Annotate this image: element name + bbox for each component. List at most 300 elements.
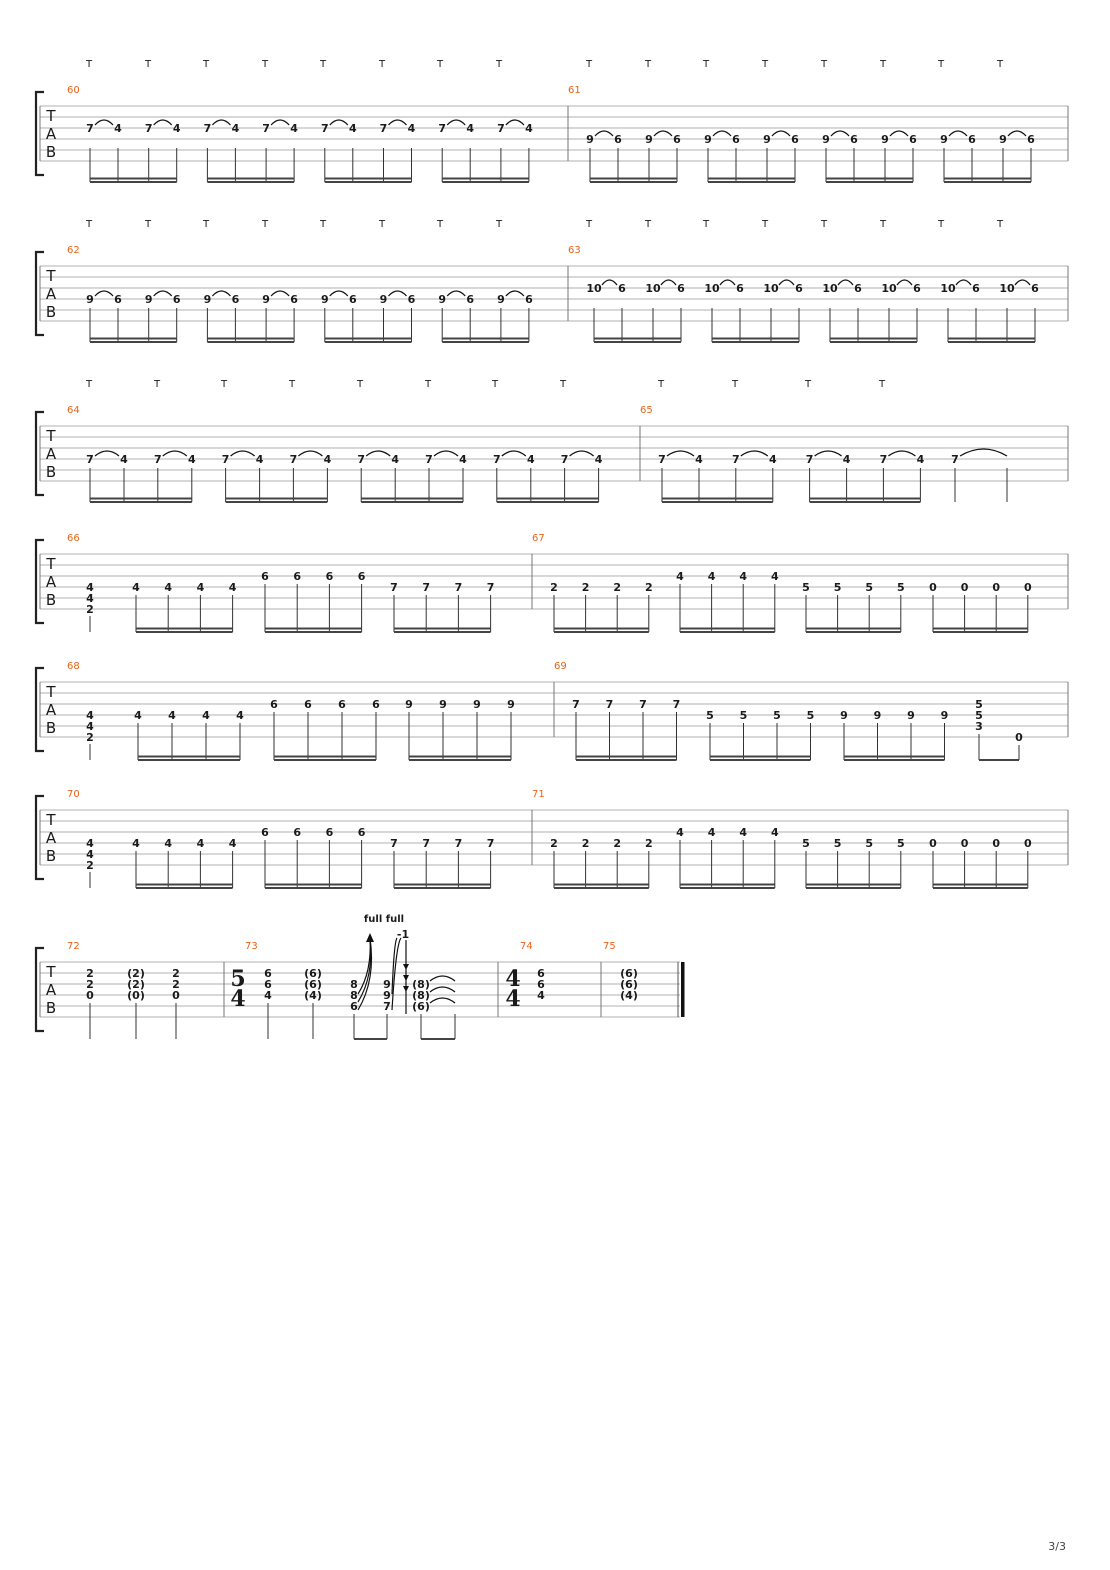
fret-number: 10 <box>763 282 779 295</box>
fret-number: 6 <box>338 698 346 711</box>
tab-clef-t: T <box>46 427 56 445</box>
slur-arc <box>330 291 348 296</box>
tap-mark: T <box>585 219 593 230</box>
fret-number: 2 <box>550 837 558 850</box>
fret-number: 4 <box>86 581 94 594</box>
tab-clef-t: T <box>46 267 56 285</box>
fret-number: 6 <box>850 133 858 146</box>
fret-number: 0 <box>960 837 969 850</box>
measure-number: 67 <box>532 533 545 544</box>
fret-number: 9 <box>645 133 653 146</box>
slur-arc <box>430 987 455 992</box>
fret-number: 2 <box>86 859 94 872</box>
fret-number: 5 <box>802 581 810 594</box>
fret-number: 4 <box>255 453 264 466</box>
slur-arc <box>838 280 853 285</box>
slur-arc <box>1015 280 1030 285</box>
slur-arc <box>720 280 735 285</box>
fret-number: 4 <box>236 709 244 722</box>
release-arrowhead <box>403 975 409 981</box>
fret-number: 4 <box>525 122 533 135</box>
measure-number: 74 <box>520 941 533 952</box>
fret-number: 4 <box>196 837 205 850</box>
tap-mark: T <box>879 219 887 230</box>
slur-arc <box>430 976 455 981</box>
tap-mark: T <box>153 379 161 390</box>
fret-number: 5 <box>975 709 983 722</box>
fret-number: 7 <box>357 453 366 466</box>
fret-number: 6 <box>325 570 334 583</box>
fret-number: 4 <box>459 453 467 466</box>
measure-number: 63 <box>568 245 581 256</box>
fret-number: 7 <box>492 453 501 466</box>
fret-number: 4 <box>348 122 357 135</box>
fret-number: 0 <box>1015 731 1023 744</box>
tap-mark: T <box>85 379 93 390</box>
time-signature-bottom: 4 <box>505 986 521 1012</box>
fret-number: (4) <box>304 989 322 1002</box>
slur-arc <box>95 451 119 456</box>
tap-mark: T <box>702 59 710 70</box>
slur-arc <box>897 280 912 285</box>
fret-number: 6 <box>525 293 533 306</box>
slur-arc <box>595 131 613 136</box>
tab-clef-b: B <box>45 143 57 161</box>
fret-number: 7 <box>672 698 681 711</box>
fret-number: 7 <box>731 453 740 466</box>
fret-number: 7 <box>221 453 230 466</box>
fret-number: 4 <box>187 453 196 466</box>
fret-number: (6) <box>304 967 322 980</box>
fret-number: 10 <box>881 282 897 295</box>
tap-mark: T <box>657 379 665 390</box>
tab-clef-t: T <box>46 555 56 573</box>
fret-number: 6 <box>304 698 312 711</box>
fret-number: 7 <box>454 581 463 594</box>
tap-mark: T <box>436 59 444 70</box>
slur-arc <box>389 291 407 296</box>
fret-number: 5 <box>739 709 748 722</box>
fret-number: 9 <box>320 293 329 306</box>
tap-mark: T <box>937 59 945 70</box>
fret-number: 4 <box>132 837 140 850</box>
fret-number: 2 <box>613 837 622 850</box>
fret-number: 0 <box>86 989 94 1002</box>
measure-number: 69 <box>554 661 567 672</box>
fret-number: 5 <box>833 837 842 850</box>
tap-mark: T <box>202 59 210 70</box>
fret-number: (2) <box>127 967 145 980</box>
fret-number: 6 <box>293 826 302 839</box>
fret-number: 8 <box>350 978 358 991</box>
fret-number: (6) <box>620 978 638 991</box>
tap-mark: T <box>996 219 1004 230</box>
tab-clef-b: B <box>45 463 57 481</box>
tap-mark: T <box>820 59 828 70</box>
fret-number: 6 <box>325 826 334 839</box>
fret-number: 6 <box>1027 133 1035 146</box>
fret-number: (4) <box>620 989 638 1002</box>
fret-number: 7 <box>390 837 398 850</box>
measure-number: 60 <box>67 85 80 96</box>
slur-arc <box>741 451 768 456</box>
fret-number: 4 <box>120 453 128 466</box>
measure-number: 75 <box>603 941 616 952</box>
fret-number: 2 <box>613 581 622 594</box>
tab-clef-t: T <box>46 963 56 981</box>
fret-number: 6 <box>968 133 976 146</box>
fret-number: 5 <box>773 709 781 722</box>
bend-arrow <box>392 938 397 994</box>
fret-number: 7 <box>879 453 888 466</box>
fret-number: 4 <box>114 122 122 135</box>
fret-number: 6 <box>909 133 917 146</box>
tap-mark: T <box>85 59 93 70</box>
slur-arc <box>713 131 731 136</box>
release-arrowhead <box>403 964 409 970</box>
fret-number: 6 <box>357 826 366 839</box>
fret-number: (6) <box>304 978 322 991</box>
fret-number: 10 <box>940 282 956 295</box>
tap-mark: T <box>820 219 828 230</box>
fret-number: 7 <box>203 122 212 135</box>
fret-number: 9 <box>144 293 153 306</box>
fret-number: 4 <box>676 826 684 839</box>
fret-number: 9 <box>405 698 413 711</box>
fret-number: 4 <box>164 581 173 594</box>
tab-clef-b: B <box>45 303 57 321</box>
fret-number: 7 <box>86 453 94 466</box>
fret-number: 2 <box>581 581 590 594</box>
fret-number: 5 <box>806 709 815 722</box>
fret-number: 7 <box>486 837 495 850</box>
fret-number: (0) <box>127 989 145 1002</box>
slur-arc <box>430 998 455 1003</box>
measure-number: 70 <box>67 789 80 800</box>
tab-clef-a: A <box>45 701 57 719</box>
tab-clef-t: T <box>46 107 56 125</box>
fret-number: 2 <box>550 581 558 594</box>
fret-number: 4 <box>916 453 925 466</box>
fret-number: 2 <box>86 978 94 991</box>
fret-number: 9 <box>439 698 447 711</box>
fret-number: 4 <box>132 581 140 594</box>
measure-number: 66 <box>67 533 80 544</box>
fret-number: 10 <box>645 282 661 295</box>
fret-number: 10 <box>586 282 602 295</box>
fret-number: 7 <box>383 1000 391 1013</box>
tap-mark: T <box>644 59 652 70</box>
slur-arc <box>888 451 915 456</box>
fret-number: 7 <box>144 122 153 135</box>
tab-clef-b: B <box>45 847 57 865</box>
fret-number: 0 <box>1023 581 1032 594</box>
slur-arc <box>890 131 908 136</box>
measure-number: 61 <box>568 85 581 96</box>
fret-number: 7 <box>805 453 814 466</box>
fret-number: 4 <box>770 826 779 839</box>
fret-number: (6) <box>412 1000 430 1013</box>
fret-number: 2 <box>581 837 590 850</box>
slur-arc <box>956 280 971 285</box>
fret-number: 7 <box>438 122 447 135</box>
slur-arc <box>831 131 849 136</box>
tab-clef-a: A <box>45 125 57 143</box>
tab-clef-a: A <box>45 445 57 463</box>
fret-number: 7 <box>605 698 614 711</box>
fret-number: 6 <box>290 293 298 306</box>
fret-number: 6 <box>172 293 181 306</box>
fret-number: 0 <box>929 581 937 594</box>
fret-number: 6 <box>972 282 980 295</box>
measure-number: 68 <box>67 661 80 672</box>
fret-number: 4 <box>707 826 716 839</box>
fret-number: 5 <box>802 837 810 850</box>
slur-arc <box>949 131 967 136</box>
tap-mark: T <box>878 379 886 390</box>
measure-number: 72 <box>67 941 80 952</box>
fret-number: 4 <box>196 581 205 594</box>
fret-number: 6 <box>261 826 269 839</box>
slur-arc <box>95 120 113 125</box>
fret-number: 7 <box>560 453 569 466</box>
fret-number: 5 <box>896 837 905 850</box>
bend-marker: -1 <box>396 928 410 941</box>
fret-number: 5 <box>865 581 874 594</box>
fret-number: 6 <box>407 293 416 306</box>
fret-number: 0 <box>960 581 969 594</box>
slur-arc <box>667 451 694 456</box>
tab-clef-a: A <box>45 829 57 847</box>
measure-number: 65 <box>640 405 653 416</box>
fret-number: 9 <box>383 989 391 1002</box>
tab-clef-b: B <box>45 591 57 609</box>
fret-number: 9 <box>379 293 388 306</box>
tab-clef-b: B <box>45 719 57 737</box>
fret-number: 6 <box>348 293 357 306</box>
fret-number: 6 <box>231 293 240 306</box>
fret-number: 6 <box>261 570 269 583</box>
fret-number: 0 <box>992 837 1001 850</box>
fret-number: 4 <box>739 826 748 839</box>
tap-mark: T <box>585 59 593 70</box>
fret-number: 7 <box>86 122 94 135</box>
fret-number: 6 <box>795 282 803 295</box>
slur-arc <box>154 291 172 296</box>
fret-number: 7 <box>320 122 329 135</box>
fret-number: 7 <box>454 837 463 850</box>
fret-number: 4 <box>134 709 142 722</box>
fret-number: 9 <box>881 133 889 146</box>
fret-number: 6 <box>537 978 545 991</box>
slur-arc <box>960 449 1007 456</box>
slur-arc <box>271 291 289 296</box>
slur-arc <box>779 280 794 285</box>
tap-mark: T <box>424 379 432 390</box>
fret-number: 4 <box>695 453 703 466</box>
fret-number: 4 <box>391 453 400 466</box>
fret-number: 9 <box>497 293 505 306</box>
fret-number: 6 <box>466 293 475 306</box>
tap-mark: T <box>436 219 444 230</box>
tap-mark: T <box>356 379 364 390</box>
slur-arc <box>447 291 465 296</box>
fret-number: 4 <box>86 837 94 850</box>
fret-number: 9 <box>438 293 447 306</box>
fret-number: 5 <box>865 837 874 850</box>
tab-clef-t: T <box>46 811 56 829</box>
fret-number: 4 <box>770 570 779 583</box>
fret-number: 7 <box>153 453 162 466</box>
fret-number: 5 <box>833 581 842 594</box>
fret-number: 0 <box>992 581 1001 594</box>
tap-mark: T <box>644 219 652 230</box>
slur-arc <box>654 131 672 136</box>
bend-arrow <box>358 938 371 1002</box>
fret-number: 4 <box>466 122 475 135</box>
measure-number: 71 <box>532 789 545 800</box>
fret-number: 9 <box>586 133 594 146</box>
fret-number: 10 <box>704 282 720 295</box>
tap-mark: T <box>144 59 152 70</box>
slur-arc <box>271 120 289 125</box>
tab-clef-t: T <box>46 683 56 701</box>
fret-number: 6 <box>736 282 744 295</box>
time-signature-top: 4 <box>505 966 521 992</box>
slur-arc <box>366 451 390 456</box>
fret-number: 2 <box>86 603 94 616</box>
fret-number: 4 <box>537 989 545 1002</box>
fret-number: 4 <box>676 570 684 583</box>
tap-mark: T <box>761 59 769 70</box>
fret-number: 7 <box>390 581 398 594</box>
slur-arc <box>231 451 255 456</box>
fret-number: 2 <box>172 967 180 980</box>
slur-arc <box>389 120 407 125</box>
fret-number: 7 <box>425 453 433 466</box>
fret-number: 7 <box>422 581 431 594</box>
fret-number: 7 <box>262 122 270 135</box>
fret-number: 4 <box>228 581 237 594</box>
tap-mark: T <box>879 59 887 70</box>
tap-mark: T <box>495 219 503 230</box>
fret-number: 4 <box>842 453 851 466</box>
fret-number: 0 <box>1023 837 1032 850</box>
fret-number: 9 <box>940 133 948 146</box>
fret-number: 4 <box>231 122 240 135</box>
tap-mark: T <box>220 379 228 390</box>
fret-number: 2 <box>644 837 653 850</box>
tap-mark: T <box>319 219 327 230</box>
fret-number: 4 <box>202 709 210 722</box>
fret-number: 9 <box>507 698 515 711</box>
fret-number: 4 <box>739 570 748 583</box>
fret-number: 4 <box>86 720 94 733</box>
fret-number: 4 <box>526 453 535 466</box>
slur-arc <box>1008 131 1026 136</box>
tap-mark: T <box>378 219 386 230</box>
fret-number: 9 <box>704 133 712 146</box>
slur-arc <box>330 120 348 125</box>
slur-arc <box>163 451 187 456</box>
tap-mark: T <box>85 219 93 230</box>
fret-number: 7 <box>497 122 505 135</box>
fret-number: 7 <box>486 581 495 594</box>
tab-clef-a: A <box>45 285 57 303</box>
fret-number: 9 <box>383 978 391 991</box>
fret-number: 0 <box>929 837 937 850</box>
measure-number: 62 <box>67 245 80 256</box>
tap-mark: T <box>491 379 499 390</box>
tap-mark: T <box>378 59 386 70</box>
fret-number: 4 <box>707 570 716 583</box>
fret-number: 6 <box>350 1000 358 1013</box>
fret-number: 5 <box>706 709 714 722</box>
tap-mark: T <box>559 379 567 390</box>
fret-number: 2 <box>172 978 180 991</box>
slur-arc <box>212 120 230 125</box>
tap-mark: T <box>996 59 1004 70</box>
slur-arc <box>506 120 524 125</box>
fret-number: 6 <box>293 570 302 583</box>
fret-number: 9 <box>907 709 915 722</box>
fret-number: 6 <box>913 282 921 295</box>
tab-clef-a: A <box>45 981 57 999</box>
fret-number: 9 <box>763 133 771 146</box>
fret-number: 6 <box>537 967 545 980</box>
tap-mark: T <box>702 219 710 230</box>
fret-number: (8) <box>412 989 430 1002</box>
fret-number: 7 <box>639 698 647 711</box>
tap-mark: T <box>319 59 327 70</box>
fret-number: 5 <box>975 698 983 711</box>
fret-number: 6 <box>673 133 681 146</box>
fret-number: 9 <box>822 133 830 146</box>
fret-number: 10 <box>822 282 838 295</box>
slur-arc <box>772 131 790 136</box>
tap-mark: T <box>937 219 945 230</box>
tap-mark: T <box>261 219 269 230</box>
fret-number: 9 <box>999 133 1007 146</box>
fret-number: (2) <box>127 978 145 991</box>
fret-number: 9 <box>203 293 212 306</box>
fret-number: 4 <box>86 848 94 861</box>
page-number: 3/3 <box>1048 1540 1066 1553</box>
fret-number: 6 <box>270 698 278 711</box>
fret-number: 9 <box>473 698 481 711</box>
final-barline-thick <box>681 962 685 1017</box>
tap-mark: T <box>288 379 296 390</box>
fret-number: 2 <box>86 731 94 744</box>
slur-arc <box>298 451 322 456</box>
bend-label: full full <box>363 914 405 925</box>
fret-number: 6 <box>372 698 380 711</box>
fret-number: 6 <box>614 133 622 146</box>
fret-number: 4 <box>594 453 603 466</box>
fret-number: (8) <box>412 978 430 991</box>
slur-arc <box>506 291 524 296</box>
fret-number: 6 <box>618 282 626 295</box>
fret-number: 4 <box>86 592 94 605</box>
slur-arc <box>502 451 526 456</box>
fret-number: 0 <box>172 989 180 1002</box>
fret-number: 7 <box>572 698 580 711</box>
fret-number: 6 <box>854 282 862 295</box>
fret-number: 7 <box>379 122 388 135</box>
release-arrowhead <box>403 986 409 992</box>
fret-number: 9 <box>940 709 949 722</box>
tap-mark: T <box>761 219 769 230</box>
